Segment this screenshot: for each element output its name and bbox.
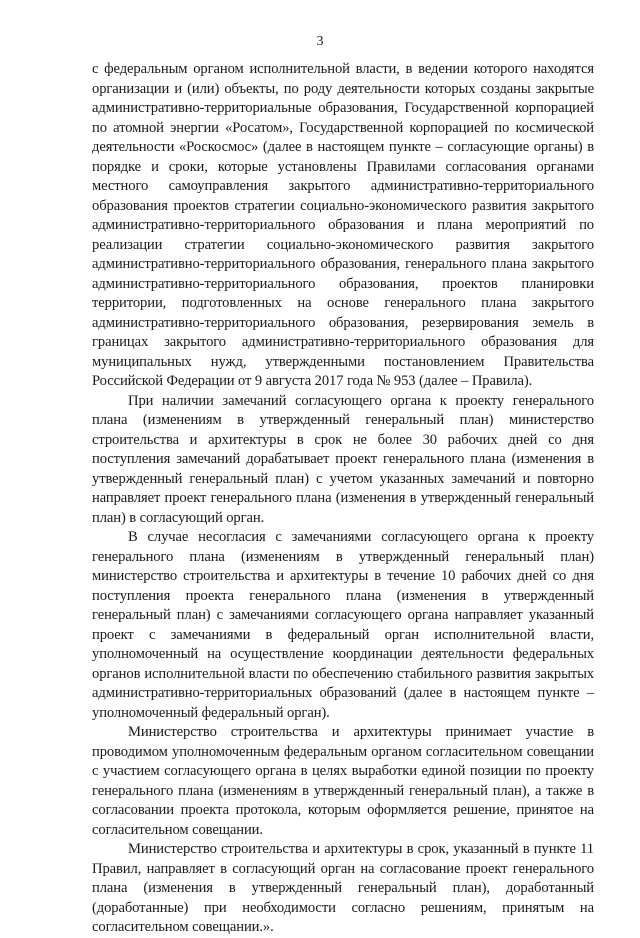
paragraph-disagreement: В случае несогласия с замечаниями согласующего органа к проекту генерального плана (изменениям в утвержденный генеральный план) министерство строительства и архитектуры в течение 10 рабочих дней со дня поступления проекта генерального плана (изменения в утвержденный генеральный план) с замечаниями согласующего органа направляет указанный проект с замечаниями в федеральный орган исполнительной власти, уполномоченный на осуществление координации деятельности федеральных органов исполнительной власти по обеспечению стабильного развития закрытых административно-территориальных образований (далее в настоящем пункте – уполномоченный федеральный орган). xyxy=(92,529,594,721)
paragraph-resubmission: Министерство строительства и архитектуры в срок, указанный в пункте 11 Правил, направляет в согласующий орган на согласование проект генерального плана (изменения в утвержденный генеральный план), доработанный (доработанные) при необходимости согласно решениям, принятым на согласительном совещании.». xyxy=(92,841,594,935)
document-body xyxy=(92,60,594,938)
page-number: 3 xyxy=(316,34,324,49)
paragraph-continuation: с федеральным органом исполнительной власти, в ведении которого находятся организации и (или) объекты, по роду деятельности которых созданы закрытые административно-территориальные образования, Государственной корпорацией по атомной энергии «Росатом», Государственной корпорацией по космической деятельности «Роскосмос» (далее в настоящем пункте – согласующие органы) в порядке и сроки, которые установлены Правилами согласования органами местного самоуправления закрытого административно-территориального образования проектов стратегии социально-экономического развития закрытого административно-территориального образования и плана мероприятий по реализации стратегии социально-экономического развития закрытого административно-территориального образования, генерального плана закрытого административно-территориального образования, проектов планировки территории, подготовленных на основе генерального плана закрытого административно-территориального образования, резервирования земель в границах закрытого административно-территориального образования для муниципальных нужд, утвержденными постановлением Правительства Российской Федерации от 9 августа 2017 года № 953 (далее – Правила). xyxy=(92,61,594,389)
paragraph-conciliation-meeting: Министерство строительства и архитектуры принимает участие в проводимом уполномоченным федеральным органом согласительном совещании с участием согласующего органа в целях выработки единой позиции по проекту генерального плана (изменениям в утвержденный генеральный план), а также в согласовании проекта протокола, которым оформляется решение, принятое на согласительном совещании. xyxy=(92,724,594,838)
paragraph-remarks: При наличии замечаний согласующего органа к проекту генерального плана (изменениям в утвержденный генеральный план) министерство строительства и архитектуры в срок не более 30 рабочих дней со дня поступления замечаний дорабатывает проект генерального плана (изменения в утвержденный генеральный план) с учетом указанных замечаний и повторно направляет проект генерального плана (изменения в утвержденный генеральный план) в согласующий орган. xyxy=(92,392,594,526)
